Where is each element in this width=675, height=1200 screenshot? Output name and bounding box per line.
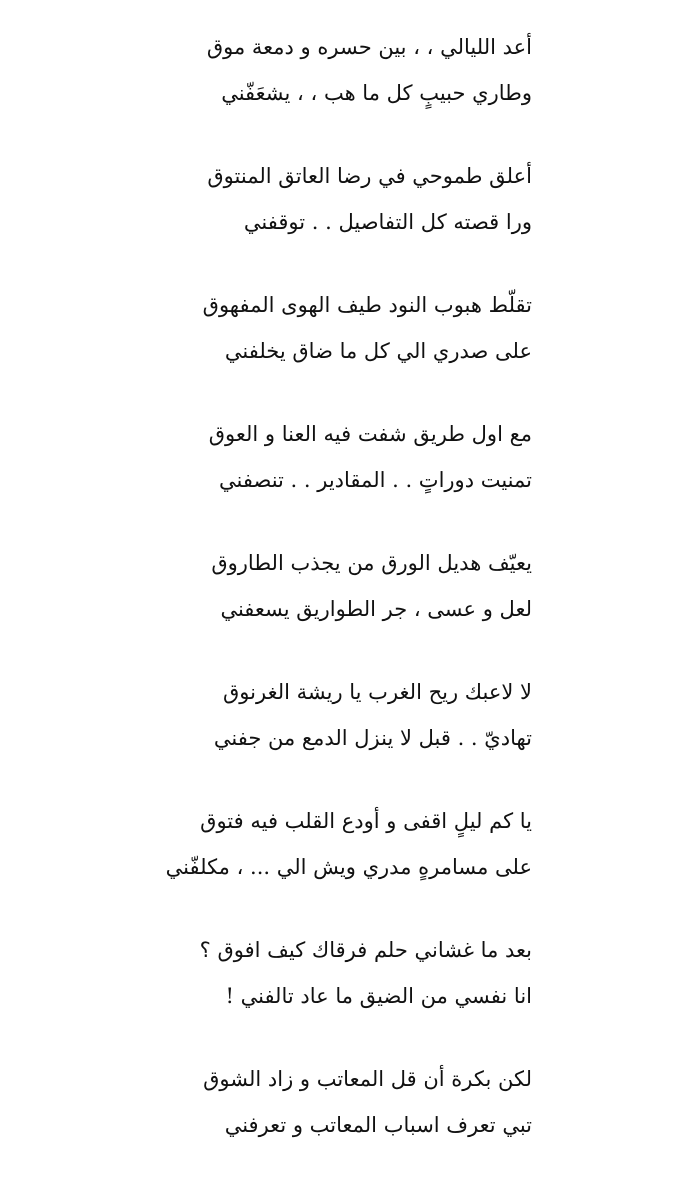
stanza-4: [0, 417, 675, 546]
stanza-9-line-2: تبي تعرف اسباب المعاتب و تعرفني: [224, 1113, 532, 1137]
stanza-2-line-1: أعلق طموحي في رضا العاتق المنتوق: [207, 164, 532, 188]
stanza-7-line-2: على مسامرهٍ مدري ويش الي ... ، مكلفّني: [165, 855, 532, 879]
stanza-3-line-2: على صدري الي كل ما ضاق يخلفني: [224, 339, 532, 363]
poem: [0, 30, 675, 1191]
stanza-6: [0, 675, 675, 804]
stanza-7-line-1: يا كم ليلٍ اقفى و أودع القلب فيه فتوق: [200, 809, 532, 833]
stanza-4-line-1: مع اول طريق شفت فيه العنا و العوق: [208, 422, 532, 446]
stanza-2-line-2: ورا قصته كل التفاصيل . . توقفني: [243, 210, 532, 234]
stanza-5-line-2: لعل و عسى ، جر الطواريق يسعفني: [220, 597, 532, 621]
stanza-3: [0, 288, 675, 417]
stanza-8-line-1: بعد ما غشاني حلم فرقاك كيف افوق ؟: [199, 938, 532, 962]
stanza-8-line-2: انا نفسي من الضيق ما عاد تالفني !: [225, 984, 532, 1008]
stanza-1-line-2: وطاري حبيبٍ كل ما هب ، ، يشعَفّني: [221, 81, 532, 105]
stanza-9-line-1: لكن بكرة أن قل المعاتب و زاد الشوق: [203, 1067, 532, 1091]
stanza-6-line-2: تهاديّ . . قبل لا ينزل الدمع من جفني: [213, 726, 532, 750]
stanza-3-line-1: تقلّط هبوب النود طيف الهوى المفهوق: [202, 293, 532, 317]
stanza-8: [0, 933, 675, 1062]
stanza-5: [0, 546, 675, 675]
stanza-9: [0, 1062, 675, 1191]
stanza-2: [0, 159, 675, 288]
stanza-6-line-1: لا لاعبك ريح الغرب يا ريشة الغرنوق: [223, 680, 532, 704]
stanza-7: [0, 804, 675, 933]
stanza-5-line-1: يعيّف هديل الورق من يجذب الطاروق: [211, 551, 532, 575]
stanza-1: [0, 30, 675, 159]
stanza-4-line-2: تمنيت دوراتٍ . . المقادير . . تنصفني: [219, 468, 532, 492]
stanza-1-line-1: أعد الليالي ، ، بين حسره و دمعة موق: [206, 35, 532, 59]
